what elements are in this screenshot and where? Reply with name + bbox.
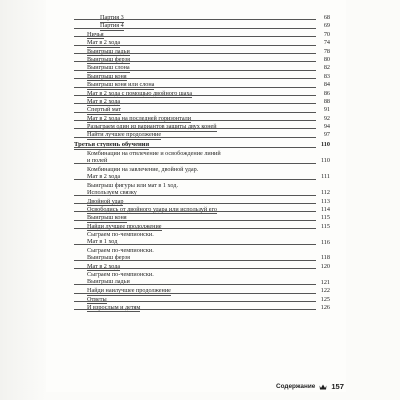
- toc-entry: [74, 247, 330, 262]
- toc-page-number: 111: [321, 173, 330, 181]
- toc-entry: [74, 287, 330, 294]
- toc-leader-line: [74, 128, 316, 129]
- toc-leader-line: [74, 203, 316, 204]
- toc-entry-title: [87, 123, 217, 132]
- toc-page-number: 70: [323, 30, 330, 38]
- toc-page-number: 122: [320, 287, 330, 295]
- toc-entry-title: [87, 263, 120, 272]
- toc-leader-line: [74, 95, 316, 96]
- page-gutter: [0, 0, 46, 400]
- toc-leader-line: [74, 211, 316, 212]
- toc-entry: [74, 231, 330, 246]
- toc-entry-title: [87, 296, 107, 305]
- table-of-contents: [74, 14, 330, 312]
- toc-leader-line: [74, 61, 316, 62]
- toc-entry-title-line: и полей: [87, 156, 108, 164]
- toc-entry-title-line: Сыграем по-чемпионски.: [87, 231, 154, 239]
- toc-entry-title-line: Выигрыш коня или слона: [87, 81, 155, 89]
- toc-entry-title: [87, 90, 192, 99]
- toc-entry-title-line: Сыграем по-чемпионски.: [87, 246, 154, 254]
- toc-entry: [74, 31, 330, 38]
- toc-leader-line: [74, 228, 316, 229]
- toc-leader-line: [74, 147, 316, 148]
- toc-page-number: 97: [323, 131, 330, 139]
- crown-icon: [319, 384, 327, 390]
- toc-entry-title: [100, 14, 124, 23]
- toc-leader-line: [74, 179, 316, 180]
- toc-entry-title-line: Мат в 2 хода: [87, 172, 121, 180]
- toc-page-number: 69: [323, 22, 330, 30]
- toc-entry: [74, 198, 330, 205]
- toc-page-number: 94: [323, 123, 330, 131]
- toc-entry-title: [87, 304, 140, 313]
- toc-leader-line: [74, 53, 316, 54]
- toc-entry-title: [87, 81, 154, 90]
- toc-leader-line: [74, 284, 316, 285]
- toc-entry-title-line: Найти лучшее продолжение: [87, 131, 162, 139]
- toc-entry-title-line: Ответы: [87, 295, 107, 303]
- toc-entry: [74, 81, 330, 88]
- toc-entry-title-line: Найди лучшее продолжение: [87, 222, 162, 230]
- toc-leader-line: [74, 87, 316, 88]
- toc-page-number: 110: [321, 141, 330, 149]
- toc-entry-title-line: Партия 3: [100, 14, 124, 21]
- toc-entry-title-line: Комбинации на завлечение, двойной удар.: [87, 165, 199, 173]
- toc-page-number: 126: [320, 303, 330, 311]
- toc-page-number: 120: [320, 262, 330, 270]
- toc-page-number: 110: [320, 157, 330, 165]
- toc-entry-title: [87, 206, 217, 215]
- footer-section-title: Содержание: [275, 383, 316, 390]
- toc-entry-title-line: Мат в 2 хода: [87, 97, 121, 105]
- toc-page-number: 118: [320, 254, 330, 262]
- toc-page-number: 91: [323, 106, 330, 114]
- toc-entry-title-line: Разыграем один из вариантов защиты двух коней: [87, 123, 217, 131]
- toc-entry-title: [87, 223, 162, 232]
- toc-entry-title: [87, 287, 171, 296]
- toc-leader-line: [74, 19, 316, 20]
- toc-entry-title-line: Спертый мат: [87, 106, 122, 114]
- toc-entry: [74, 150, 330, 165]
- toc-page-number: 121: [320, 278, 330, 286]
- toc-entry: [74, 166, 330, 181]
- toc-entry-title-line: Двойной удар: [87, 197, 124, 205]
- toc-entry: [74, 39, 330, 46]
- toc-leader-line: [74, 268, 316, 269]
- toc-leader-line: [74, 120, 316, 121]
- toc-leader-line: [74, 293, 316, 294]
- toc-leader-line: [74, 163, 316, 164]
- toc-entry-title: [87, 98, 120, 107]
- toc-entry-title-line: Выигрыш ферзя: [87, 253, 130, 261]
- toc-page-number: 80: [323, 55, 330, 63]
- toc-entry-title-line: Мат в 1 ход: [87, 238, 118, 246]
- toc-section-heading: [74, 141, 330, 148]
- toc-entry-title: [87, 73, 127, 82]
- toc-entry-title: [87, 106, 121, 115]
- toc-page-number: 68: [323, 14, 330, 21]
- toc-entry-title: [74, 141, 149, 150]
- page-footer: [276, 382, 344, 391]
- toc-entry-title-line: Найди наилучшее продолжение: [87, 287, 171, 295]
- toc-entry-title: [87, 198, 123, 207]
- toc-entry-title-line: Ничья: [87, 30, 104, 38]
- page-number: 157: [331, 382, 344, 391]
- toc-leader-line: [74, 45, 316, 46]
- toc-page-number: 88: [323, 97, 330, 105]
- toc-entry-title-line: Выигрыш ладьи: [87, 47, 130, 55]
- toc-entry-title: [87, 31, 104, 40]
- toc-entry: [74, 271, 330, 286]
- toc-page-number: 82: [323, 64, 330, 72]
- toc-page-number: 115: [320, 214, 330, 222]
- toc-entry-title: [87, 56, 130, 65]
- toc-entry-title-line: Мат в 2 хода: [87, 39, 121, 47]
- toc-leader-line: [74, 301, 316, 302]
- toc-entry: [74, 56, 330, 63]
- toc-page-number: 78: [323, 47, 330, 55]
- toc-entry-title: [87, 115, 191, 124]
- toc-page-number: 125: [320, 295, 330, 303]
- toc-entry: [74, 115, 330, 122]
- toc-page-number: 84: [323, 81, 330, 89]
- toc-leader-line: [74, 78, 316, 79]
- toc-leader-line: [74, 36, 316, 37]
- toc-entry-title-line: Выигрыш ферзя: [87, 55, 130, 63]
- toc-entry-title-line: Сыграем по-чемпионски.: [87, 271, 154, 279]
- toc-entry: [74, 214, 330, 221]
- toc-entry-title: [87, 48, 130, 57]
- toc-entry: [74, 263, 330, 270]
- toc-page-number: 115: [320, 222, 330, 230]
- toc-entry-title-line: Мат в 2 хода с помощью двойного шаха: [87, 89, 193, 97]
- toc-entry: [74, 98, 330, 105]
- toc-entry: [74, 182, 330, 197]
- toc-entry: [74, 206, 330, 213]
- toc-entry: [74, 296, 330, 303]
- toc-leader-line: [74, 309, 316, 310]
- toc-entry: [74, 48, 330, 55]
- toc-leader-line: [74, 70, 316, 71]
- toc-page-number: 74: [323, 39, 330, 47]
- toc-entry-title-line: Выигрыш ладьи: [87, 278, 130, 286]
- toc-entry-title-line: Используем связку: [87, 188, 137, 196]
- toc-leader-line: [74, 137, 316, 138]
- toc-entry-title-line: Третья ступень обучения: [74, 141, 150, 149]
- toc-entry-title-line: Партия 4: [100, 22, 124, 30]
- toc-page-number: 92: [323, 114, 330, 122]
- toc-entry-title-line: Выигрыш фигуры или мат в 1 ход.: [87, 181, 178, 189]
- toc-entry: [74, 64, 330, 71]
- toc-entry-title-line: Мат в 2 хода на последней горизонтали: [87, 114, 192, 122]
- toc-entry: [74, 223, 330, 230]
- toc-entry-title-line: Выигрыш коня: [87, 214, 127, 222]
- toc-leader-line: [74, 244, 316, 245]
- toc-leader-line: [74, 28, 316, 29]
- toc-entry: [74, 131, 330, 138]
- toc-leader-line: [74, 260, 316, 261]
- toc-entry-title: [87, 39, 120, 48]
- toc-entry: [74, 123, 330, 130]
- toc-leader-line: [74, 220, 316, 221]
- toc-page-number: 113: [320, 197, 330, 205]
- toc-entry-title: [100, 22, 124, 31]
- toc-entry: [74, 304, 330, 311]
- toc-page-number: 83: [323, 72, 330, 80]
- toc-entry-title-line: Выигрыш слона: [87, 64, 130, 72]
- toc-entry-title-line: Выигрыш коня: [87, 72, 127, 80]
- toc-entry-title: [87, 131, 161, 140]
- toc-entry: [74, 73, 330, 80]
- toc-leader-line: [74, 112, 316, 113]
- toc-entry: [74, 90, 330, 97]
- toc-entry-title-line: И взрослым и детям: [87, 303, 141, 311]
- toc-page-number: 116: [320, 238, 330, 246]
- toc-leader-line: [74, 103, 316, 104]
- toc-page-number: 112: [320, 189, 330, 197]
- toc-leader-line: [74, 195, 316, 196]
- toc-page-number: 114: [320, 205, 330, 213]
- toc-entry: [74, 14, 330, 21]
- toc-entry: [74, 22, 330, 29]
- toc-entry-title-line: Комбинации на отвлечение и освобождение линий: [87, 149, 221, 157]
- toc-entry-title: [87, 64, 130, 73]
- toc-entry-title-line: Освободись от двойного удара или используй его: [87, 205, 217, 213]
- toc-entry-title: [87, 214, 127, 223]
- toc-page-number: 86: [323, 89, 330, 97]
- toc-entry: [74, 106, 330, 113]
- toc-entry-title-line: Мат в 2 хода: [87, 262, 121, 270]
